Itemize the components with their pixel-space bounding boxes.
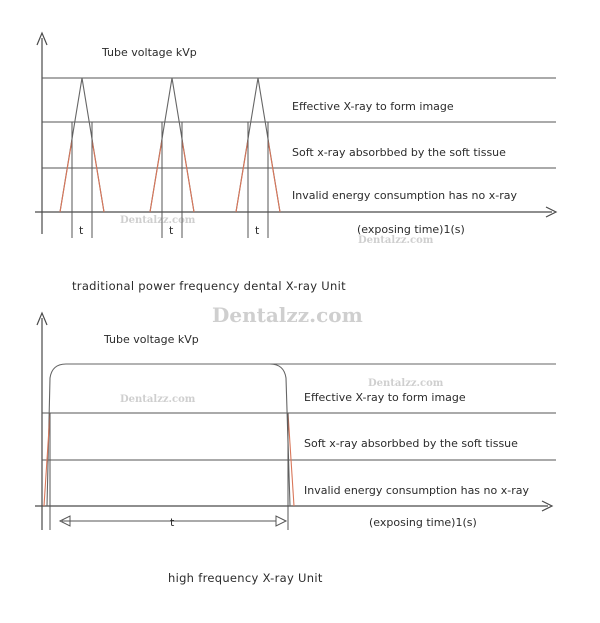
top-x-axis-label: (exposing time)1(s)	[357, 223, 465, 236]
top-pulse-t-label: t	[255, 224, 260, 237]
top-pulse-1-red-fall	[92, 140, 104, 212]
watermark: Dentalzz.com	[120, 394, 196, 405]
bottom-duration-t-label: t	[170, 516, 175, 529]
top-pulse-t-label: t	[169, 224, 174, 237]
bottom-y-axis-label: Tube voltage kVp	[104, 333, 199, 346]
top-level-label-effective: Effective X-ray to form image	[292, 100, 454, 113]
top-caption: traditional power frequency dental X-ray Unit	[72, 279, 346, 293]
top-y-axis-label: Tube voltage kVp	[102, 46, 197, 59]
bottom-level-label-effective: Effective X-ray to form image	[304, 391, 466, 404]
top-pulse-1	[60, 78, 104, 212]
top-pulse-3	[236, 78, 280, 212]
top-pulse-2-red-fall	[182, 140, 194, 212]
top-level-label-invalid: Invalid energy consumption has no x-ray	[292, 189, 517, 202]
top-pulse-2-red-rise	[150, 140, 162, 212]
top-pulse-3-red-rise	[236, 140, 248, 212]
bottom-duration-arrow-right	[276, 516, 286, 526]
bottom-level-label-soft: Soft x-ray absorbbed by the soft tissue	[304, 437, 518, 450]
watermark: Dentalzz.com	[212, 303, 363, 327]
bottom-level-label-invalid: Invalid energy consumption has no x-ray	[304, 484, 529, 497]
watermark: Dentalzz.com	[368, 378, 444, 389]
bottom-caption: high frequency X-ray Unit	[168, 571, 323, 585]
top-panel	[35, 33, 556, 293]
bottom-pulse-fall	[270, 364, 290, 506]
bottom-panel	[35, 313, 556, 585]
top-pulse-1-red-rise	[60, 140, 72, 212]
top-level-label-soft: Soft x-ray absorbbed by the soft tissue	[292, 146, 506, 159]
watermark: Dentalzz.com	[358, 235, 434, 246]
bottom-x-axis-label: (exposing time)1(s)	[369, 516, 477, 529]
top-pulse-2	[150, 78, 194, 212]
watermark: Dentalzz.com	[120, 215, 196, 226]
top-pulse-3-red-fall	[268, 140, 280, 212]
top-pulse-t-label: t	[79, 224, 84, 237]
